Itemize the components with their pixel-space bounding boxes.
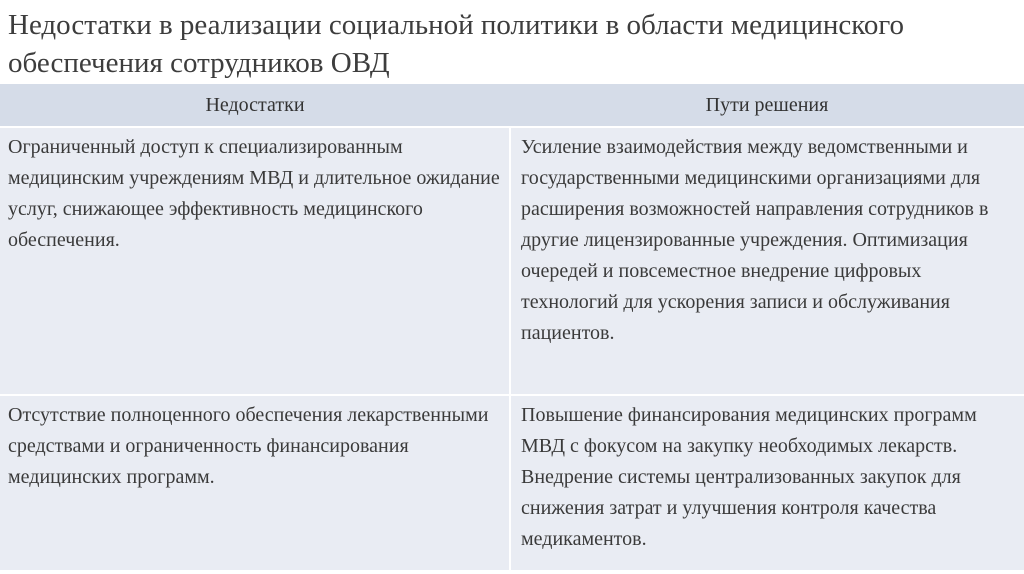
problem-cell: Отсутствие полноценного обеспечения лекарственными средствами и ограниченность финансирования медицинских программ. (0, 395, 510, 570)
solution-cell: Усиление взаимодействия между ведомственными и государственными медицинскими организациями для расширения возможностей направления сотрудников в другие лицензированные учреждения. Оптимизация очередей и повсеместное внедрение цифровых технологий для ускорения записи и обслуживания пациентов. (510, 127, 1024, 395)
table-row (0, 127, 1024, 395)
page-title: Недостатки в реализации социальной политики в области медицинского обеспечения сотрудников ОВД (8, 9, 905, 79)
header-solutions: Пути решения (510, 84, 1024, 127)
table-row (0, 395, 1024, 570)
solution-cell: Повышение финансирования медицинских программ МВД с фокусом на закупку необходимых лекарств. Внедрение системы централизованных закупок для снижения затрат и улучшения контроля качества медикаментов. (510, 395, 1024, 570)
problems-solutions-table (0, 84, 1024, 570)
header-problems: Недостатки (0, 84, 510, 127)
problem-cell: Ограниченный доступ к специализированным медицинским учреждениям МВД и длительное ожидание услуг, снижающее эффективность медицинского обеспечения. (0, 127, 510, 395)
table-header-row (0, 84, 1024, 127)
